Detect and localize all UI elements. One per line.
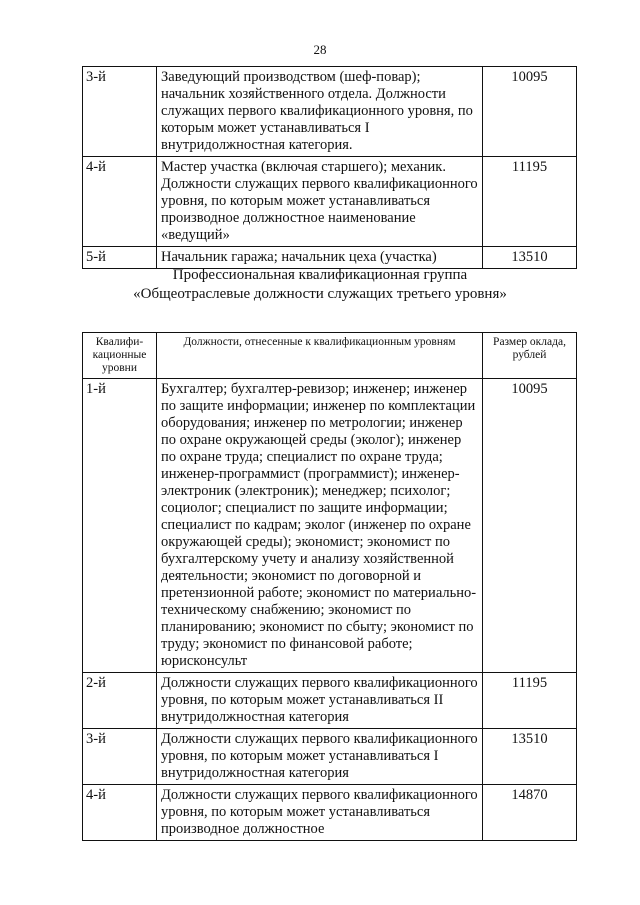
group-heading-line-1: Профессиональная квалификационная группа [172,267,468,283]
positions-cell: Заведующий производством (шеф-повар); начальник хозяйственного отдела. Должности служащих первого квалификационного уровня, по которым может устанавливаться I внутридолжностная категория. [157,67,483,157]
positions-cell: Мастер участка (включая старшего); механик. Должности служащих первого квалификационного уровня, по которым может устанавливаться производное должностное наименование «ведущий» [157,157,483,247]
header-level: Квалифи-кационные уровни [83,333,157,379]
table-row [83,729,577,785]
group-heading-line-2: «Общеотраслевые должности служащих третьего уровня» [133,286,507,302]
level-cell: 4-й [83,785,157,841]
group-heading [0,266,640,304]
table-row [83,157,577,247]
salary-cell: 10095 [483,379,577,673]
page-number: 28 [313,42,327,57]
level-cell: 2-й [83,673,157,729]
salary-cell: 10095 [483,67,577,157]
level-cell: 3-й [83,729,157,785]
positions-cell: Должности служащих первого квалификационного уровня, по которым может устанавливаться II внутридолжностная категория [157,673,483,729]
table-row [83,67,577,157]
table-header-row [83,333,577,379]
level-cell: 1-й [83,379,157,673]
positions-cell: Должности служащих первого квалификационного уровня, по которым может устанавливаться I внутридолжностная категория [157,729,483,785]
salary-cell: 13510 [483,729,577,785]
positions-cell: Начальник гаража; начальник цеха (участка) [157,247,483,269]
salary-cell: 11195 [483,673,577,729]
level-cell: 4-й [83,157,157,247]
salary-cell: 14870 [483,785,577,841]
table-row [83,673,577,729]
level-cell: 5-й [83,247,157,269]
salary-cell: 11195 [483,157,577,247]
table-row [83,785,577,841]
positions-cell: Бухгалтер; бухгалтер-ревизор; инженер; инженер по защите информации; инженер по комплектации оборудования; инженер по метрологии; инженер по охране окружающей среды (эколог); инженер по охране труда; специалист по охране труда; инженер-программист (программист); инженер-электроник (электроник); менеджер; психолог; социолог; специалист по защите информации; специалист по кадрам; эколог (инженер по охране окружающей среды); экономист; экономист по бухгалтерскому учету и анализу хозяйственной деятельности; экономист по договорной и претензионной работе; экономист по материально-техническому снабжению; экономист по планированию; экономист по сбыту; экономист по труду; экономист по финансовой работе; юрисконсульт [157,379,483,673]
header-salary: Размер оклада, рублей [483,333,577,379]
qualification-table [82,332,577,841]
header-positions: Должности, отнесенные к квалификационным уровням [157,333,483,379]
level-cell: 3-й [83,67,157,157]
table-row [83,379,577,673]
positions-cell: Должности служащих первого квалификационного уровня, по которым может устанавливаться производное должностное [157,785,483,841]
qualification-table-continued [82,66,577,269]
salary-cell: 13510 [483,247,577,269]
